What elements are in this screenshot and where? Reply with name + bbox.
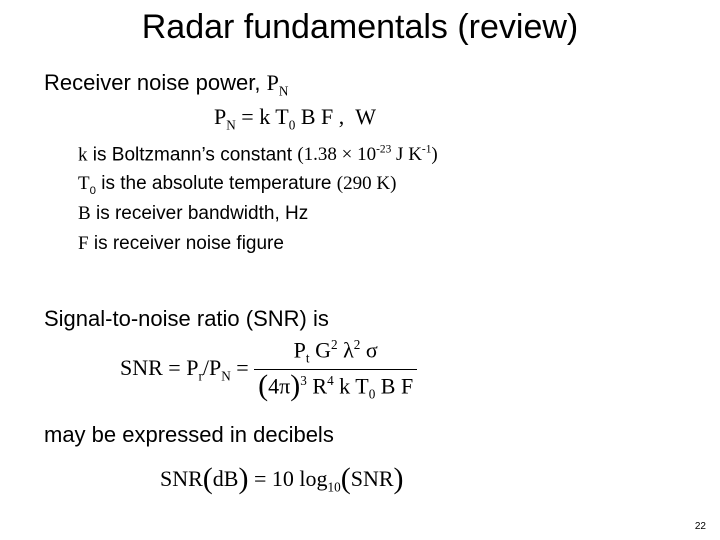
snr-denominator: $(4\pi)^3$ $R^4$ k $T_0$ B F — [254, 369, 417, 403]
definition-bandwidth: B is receiver bandwidth, Hz — [78, 203, 309, 224]
snr-heading: Signal-to-noise ratio (SNR) is — [44, 306, 329, 331]
boltzmann-value: ($1.38 \times 10^{-23}$ J $K^{-1}$) — [297, 144, 438, 166]
definition-temperature: $T_0$ is the absolute temperature (290 K) — [78, 173, 397, 197]
unit-watts: W — [355, 104, 377, 129]
snr-numerator: $P_t$ $G^2$ $\lambda^2$ σ — [293, 337, 378, 366]
noise-power-heading-text: Receiver noise power, — [44, 70, 267, 95]
snr-equation-lhs: SNR = $P_r/P_N$ = — [120, 355, 249, 384]
noise-power-equation: $P_N = k$ $T_0$ B F , W — [214, 104, 377, 133]
definition-noise-figure: F is receiver noise figure — [78, 233, 284, 254]
noise-power-symbol: $P_N$ — [266, 70, 289, 99]
slide-title: Radar fundamentals (review) — [141, 8, 579, 46]
definition-boltzmann: k is Boltzmann’s constant ($1.38 \times 10^{-23}$ J $K^{-1}$) — [78, 144, 438, 166]
decibel-heading: may be expressed in decibels — [44, 422, 334, 447]
noise-power-heading — [44, 70, 288, 99]
snr-fraction — [254, 337, 417, 402]
snr-equation — [120, 337, 417, 402]
snr-decibel-equation: SNR(dB) = 10 $\log_{10}(SNR)$ — [160, 462, 404, 495]
page-number: 22 — [694, 521, 706, 532]
